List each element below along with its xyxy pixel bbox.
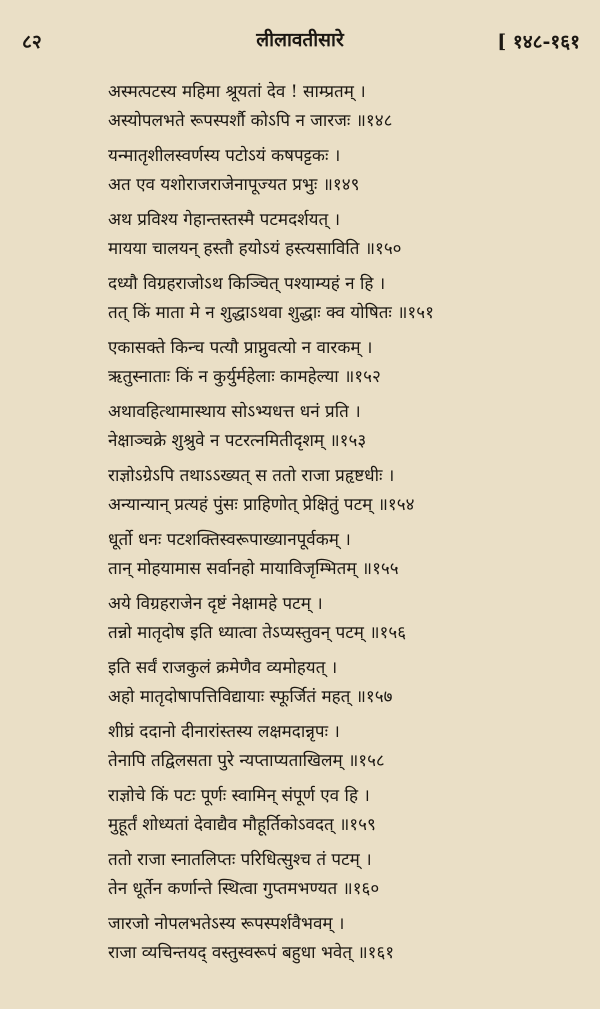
verse-148-line-1: अस्मत्पटस्य महिमा श्रूयतां देव ! साम्प्रतम् । — [108, 82, 366, 102]
verse-151-line-2: तत् किं माता मे न शुद्धाऽथवा शुद्धाः क्व योषितः ॥१५१ — [108, 303, 434, 323]
verse-157-line-1: इति सर्वं राजकुलं क्रमेणैव व्यमोहयत् । — [108, 658, 338, 678]
verse-154-line-2: अन्यान्यान् प्रत्यहं पुंसः प्राहिणोत् प्रेक्षितुं पटम् ॥१५४ — [108, 495, 415, 515]
verse-152-line-2: ऋतुस्नाताः किं न कुर्युर्महेलाः कामहेल्या ॥१५२ — [108, 367, 381, 387]
verse-153-line-1: अथावहित्थामास्थाय सोऽभ्यधत्त धनं प्रति । — [108, 402, 361, 422]
page-header — [0, 22, 600, 52]
verse-152-line-1: एकासक्ते किन्च पत्यौ प्राप्नुवत्यो न वारकम् । — [108, 338, 373, 358]
verse-148 — [108, 76, 584, 140]
verse-151-line-1: दध्यौ विग्रहराजोऽथ किञ्चित् पश्याम्यहं न हि । — [108, 274, 386, 294]
verse-148-line-2: अस्योपलभते रूपस्पर्शौ कोऽपि न जारजः ॥१४८ — [108, 111, 393, 131]
verse-159-line-1: राज्ञोचे किं पटः पूर्णः स्वामिन् संपूर्ण एव हि । — [108, 786, 370, 806]
verse-154-line-1: राज्ञोऽग्रेऽपि तथाऽऽख्यत् स ततो राजा प्रहृष्टधीः । — [108, 466, 395, 486]
verse-161-line-2: राजा व्यचिन्तयद् वस्तुस्वरूपं बहुधा भवेत् ॥१६१ — [108, 943, 395, 963]
verse-range: [ १४८-१६१ — [497, 31, 580, 53]
verse-159 — [108, 780, 584, 844]
verse-155-line-2: तान् मोहयामास सर्वानहो मायाविजृम्भितम् ॥१५५ — [108, 559, 399, 579]
verse-153 — [108, 396, 584, 460]
verse-155 — [108, 524, 584, 588]
verse-157-line-2: अहो मातृदोषापत्तिविद्यायाः स्फूर्जितं महत् ॥१५७ — [108, 687, 393, 707]
verse-160 — [108, 844, 584, 908]
verse-156-line-2: तन्नो मातृदोष इति ध्यात्वा तेऽप्यस्तुवन् पटम् ॥१५६ — [108, 623, 407, 643]
verse-149-line-1: यन्मातृशीलस्वर्णस्य पटोऽयं कषपट्टकः । — [108, 146, 341, 166]
verse-text-block — [108, 76, 584, 972]
verse-161 — [108, 908, 584, 972]
verse-160-line-2: तेन धूर्तेन कर्णान्ते स्थित्वा गुप्तमभण्यत ॥१६० — [108, 879, 380, 899]
verse-150-line-1: अथ प्रविश्य गेहान्तस्तस्मै पटमदर्शयत् । — [108, 210, 341, 230]
running-title: लीलावतीसारे — [256, 29, 344, 51]
verse-156 — [108, 588, 584, 652]
verse-154 — [108, 460, 584, 524]
verse-150 — [108, 204, 584, 268]
verse-149-line-2: अत एव यशोराजराजेनापूज्यत प्रभुः ॥१४९ — [108, 175, 360, 195]
page-number: ८२ — [22, 31, 42, 53]
verse-149 — [108, 140, 584, 204]
verse-152 — [108, 332, 584, 396]
verse-156-line-1: अये विग्रहराजेन दृष्टं नेक्षामहे पटम् । — [108, 594, 323, 614]
verse-155-line-1: धूर्तो धनः पटशक्तिस्वरूपाख्यानपूर्वकम् । — [108, 530, 351, 550]
verse-153-line-2: नेक्षाञ्चक्रे शुश्रुवे न पटरत्नमितीदृशम् ॥१५३ — [108, 431, 367, 451]
verse-157 — [108, 652, 584, 716]
verse-159-line-2: मुहूर्तं शोध्यतां देवाद्यैव मौहूर्तिकोऽवदत् ॥१५९ — [108, 815, 376, 835]
verse-161-line-1: जारजो नोपलभतेऽस्य रूपस्पर्शवैभवम् । — [108, 914, 345, 934]
verse-151 — [108, 268, 584, 332]
verse-158-line-1: शीघ्रं ददानो दीनारांस्तस्य लक्षमदान्नृपः । — [108, 722, 340, 742]
verse-150-line-2: मायया चालयन् हस्तौ हयोऽयं हस्त्यसाविति ॥१५० — [108, 239, 402, 259]
verse-158-line-2: तेनापि तद्विलसता पुरे न्यप्ताप्यताखिलम् ॥१५८ — [108, 751, 385, 771]
verse-158 — [108, 716, 584, 780]
verse-160-line-1: ततो राजा स्नातलिप्तः परिधित्सुश्च तं पटम् । — [108, 850, 372, 870]
